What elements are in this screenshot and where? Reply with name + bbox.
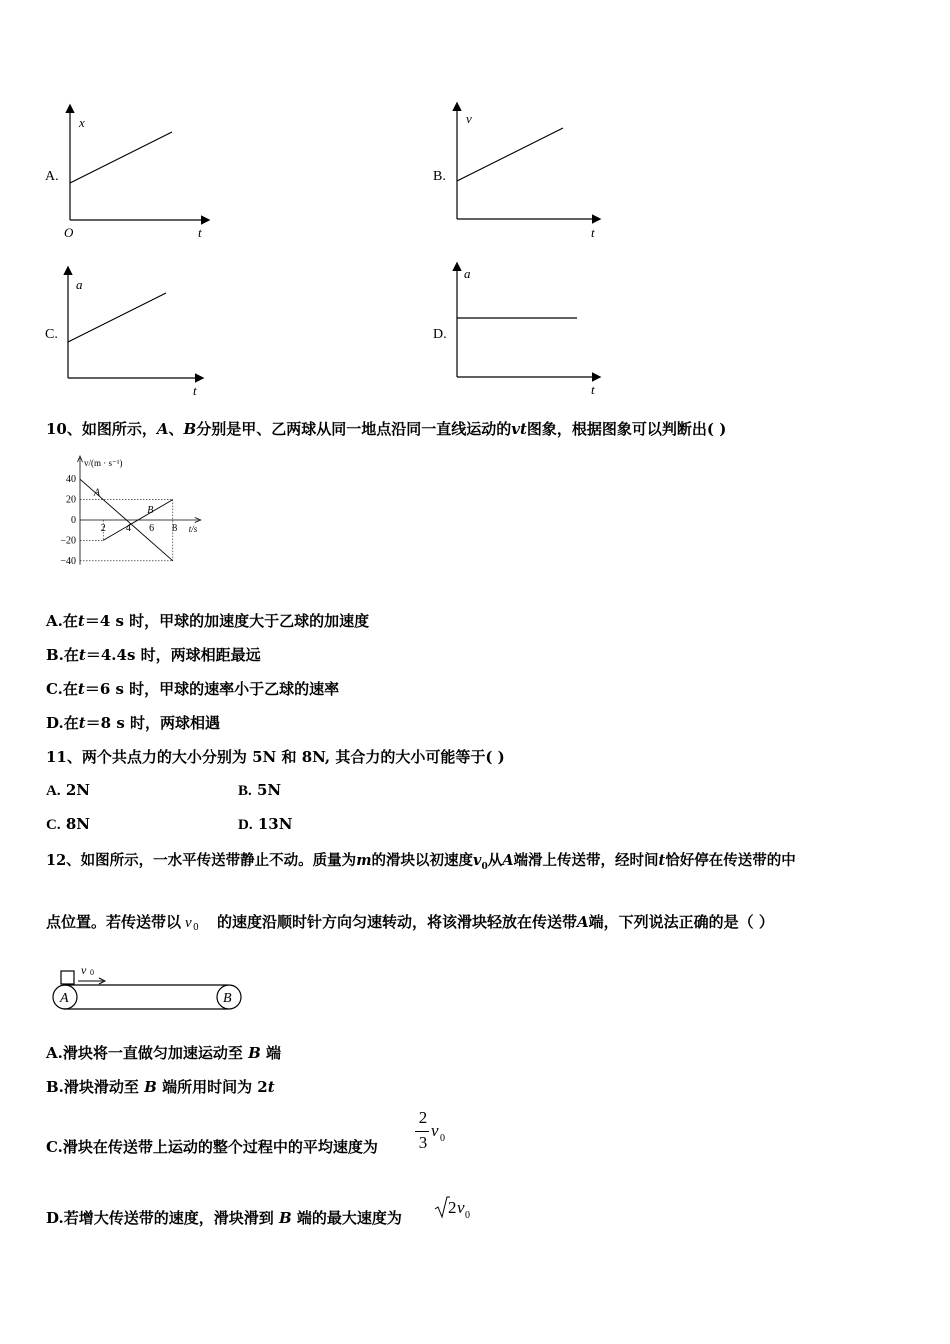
graph-c <box>40 262 220 402</box>
q11-stem: 11、两个共点力的大小分别为 5N 和 8N, 其合力的大小可能等于( ) <box>46 748 505 766</box>
svg-text:0: 0 <box>90 968 94 977</box>
vt-series-label: B <box>147 504 154 516</box>
graph-d-ylabel: a <box>464 266 471 281</box>
vt-series-label: A <box>93 487 101 499</box>
avg-velocity-v: v <box>431 1121 439 1140</box>
vt-y-tick: −40 <box>60 555 76 567</box>
fraction-denominator: 3 <box>418 1133 428 1152</box>
slider-block <box>61 971 74 984</box>
graph-a-ylabel: x <box>79 115 85 130</box>
graph-d <box>427 258 607 400</box>
q11-option-d[interactable]: D. 13N <box>238 815 293 833</box>
q10-option-d[interactable]: D.在t＝8 s 时，两球相遇 <box>46 714 220 732</box>
graph-b-ylabel: v <box>466 111 472 126</box>
graph-c-ylabel: a <box>76 277 83 292</box>
q12-stem-line2: 点位置。若传送带以 v 0 的速度沿顺时针方向匀速转动，将该滑块轻放在传送带A端，下列说法正确的是（ ） <box>46 913 774 933</box>
vt-x-tick: 8 <box>172 523 178 534</box>
graph-b <box>427 98 607 243</box>
q10-stem: 10、如图所示，A、B分别是甲、乙两球从同一地点沿同一直线运动的vt图象，根据图象可以判断出( ) <box>46 420 727 438</box>
graph-a-line <box>70 132 172 183</box>
q10-option-a[interactable]: A.在t＝4 s 时，甲球的加速度大于乙球的加速度 <box>46 612 370 630</box>
graph-b-line <box>457 128 563 181</box>
vt-x-label: t/s <box>188 524 198 534</box>
q11-option-c[interactable]: C. 8N <box>46 815 90 833</box>
q11-option-b[interactable]: B. 5N <box>238 781 282 799</box>
vt-x-tick: 6 <box>149 523 155 534</box>
graph-c-line <box>68 293 166 342</box>
graph-d-option: D. <box>433 327 447 342</box>
graph-c-xlabel: t <box>193 383 197 398</box>
graph-b-option: B. <box>433 169 446 184</box>
q12-option-a[interactable]: A.滑块将一直做匀加速运动至 B 端 <box>46 1044 282 1062</box>
graph-a-option: A. <box>45 169 59 184</box>
vt-chart <box>44 450 224 575</box>
fraction-bar <box>415 1131 429 1132</box>
velocity-label: v <box>81 963 87 977</box>
sqrt-radicand: 2 <box>448 1198 457 1217</box>
vt-y-tick: 40 <box>66 474 76 486</box>
q10-option-c[interactable]: C.在t＝6 s 时，甲球的速率小于乙球的速率 <box>46 680 340 698</box>
conveyor-belt-diagram <box>48 960 248 1016</box>
graph-b-xlabel: t <box>591 225 595 240</box>
vt-y-tick: 0 <box>71 515 76 526</box>
q11-option-a[interactable]: A. 2N <box>46 781 90 799</box>
graph-c-option: C. <box>45 327 58 342</box>
graph-a-origin: O <box>64 225 74 240</box>
svg-text:B: B <box>223 991 232 1006</box>
graph-a <box>40 100 220 245</box>
vt-y-tick: −20 <box>60 535 76 547</box>
q12-stem-line1: 12、如图所示，一水平传送带静止不动。质量为m的滑块以初速度$v_0$从A端滑上传送带，经时间t恰好停在传送带的中 <box>46 852 796 872</box>
vt-x-tick: 4 <box>125 523 131 534</box>
vt-y-label: v/(m · s⁻¹) <box>84 458 123 468</box>
svg-text:A: A <box>60 991 69 1006</box>
q12-option-c[interactable]: C.滑块在传送带上运动的整个过程中的平均速度为 <box>46 1138 378 1156</box>
fraction-numerator: 2 <box>418 1108 428 1127</box>
q12-option-d[interactable]: D.若增大传送带的速度，滑块滑到 B 端的最大速度为 <box>46 1209 402 1227</box>
q12-option-b[interactable]: B.滑块滑动至 B 端所用时间为 2t <box>46 1078 275 1096</box>
graph-d-xlabel: t <box>591 382 595 397</box>
graph-a-xlabel: t <box>198 225 202 240</box>
vt-x-tick: 2 <box>100 523 106 534</box>
vt-y-tick: 20 <box>66 494 76 506</box>
max-velocity-v: v <box>457 1198 465 1217</box>
q12-v0-formula: v <box>185 915 192 931</box>
q10-option-b[interactable]: B.在t＝4.4s 时，两球相距最远 <box>46 646 261 664</box>
